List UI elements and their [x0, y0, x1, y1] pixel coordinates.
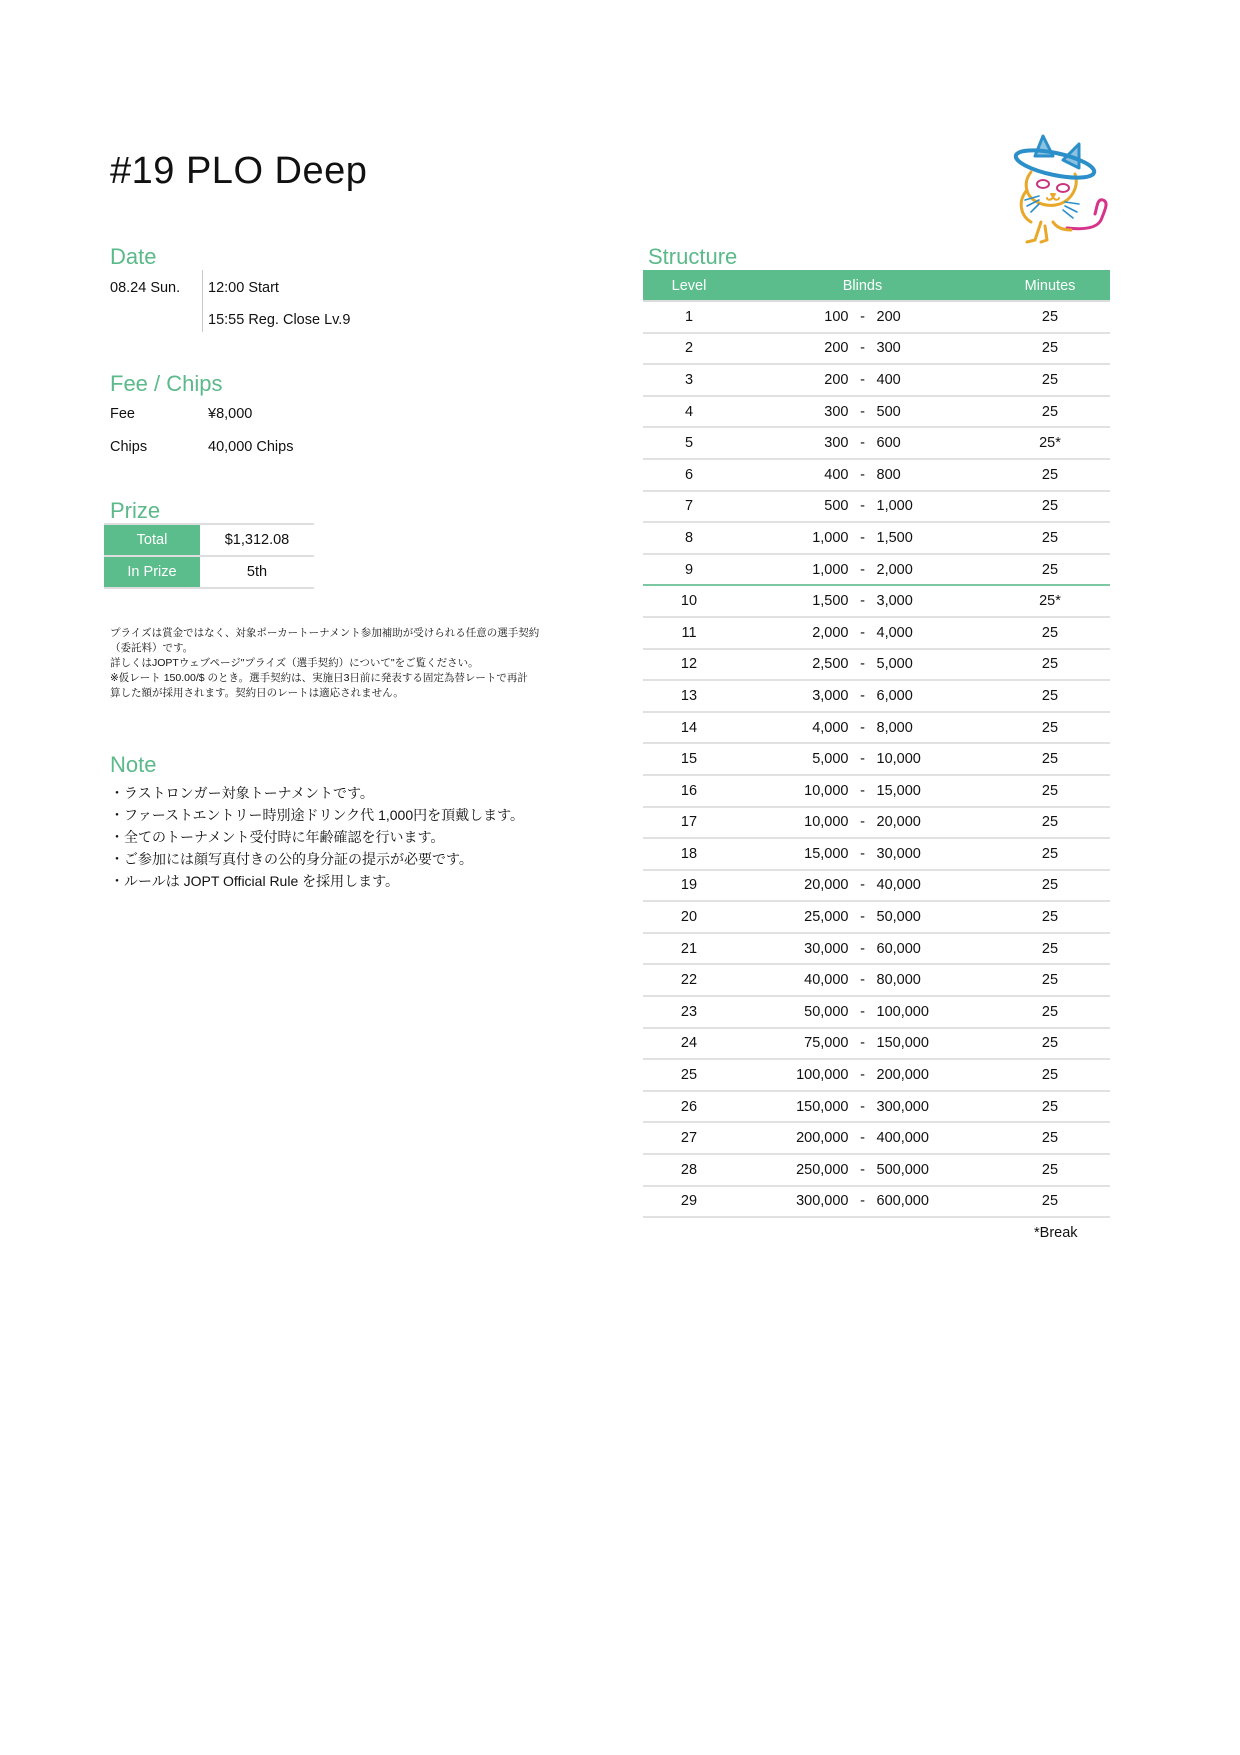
blinds-separator: -: [860, 1067, 865, 1084]
level-cell: 9: [643, 554, 735, 586]
big-blind: 5,000: [876, 656, 913, 673]
structure-row: [643, 1186, 1110, 1218]
minutes-cell: 25: [990, 301, 1110, 333]
blinds-cell: [735, 870, 990, 902]
blinds-separator: -: [860, 782, 865, 799]
note-item: ・ファーストエントリー時別途ドリンク代 1,000円を頂戴します。: [110, 807, 524, 823]
minutes-cell: 25: [990, 807, 1110, 839]
small-blind: 1,000: [812, 561, 849, 578]
blinds-cell: [735, 333, 990, 365]
break-note: *Break: [1034, 1225, 1078, 1241]
event-date: 08.24 Sun.: [110, 280, 181, 296]
blinds-cell: [735, 807, 990, 839]
prize-total-value: $1,312.08: [200, 524, 314, 556]
minutes-cell: 25: [990, 775, 1110, 807]
minutes-cell: 25: [990, 396, 1110, 428]
blinds-cell: [735, 1154, 990, 1186]
minutes-cell: 25: [990, 333, 1110, 365]
small-blind: 5,000: [812, 751, 849, 768]
prize-in-prize-label: In Prize: [104, 556, 200, 588]
column-header-level: Level: [643, 270, 735, 301]
prize-in-prize-value: 5th: [200, 556, 314, 588]
blinds-separator: -: [860, 498, 865, 515]
minutes-cell: 25*: [990, 585, 1110, 617]
structure-rows: [643, 301, 1110, 1217]
big-blind: 60,000: [876, 940, 921, 957]
small-blind: 4,000: [812, 719, 849, 736]
structure-header-row: [643, 270, 1110, 301]
note-heading: Note: [110, 752, 157, 777]
prize-table: [104, 523, 314, 589]
small-blind: 40,000: [804, 972, 849, 989]
blinds-separator: -: [860, 719, 865, 736]
big-blind: 150,000: [876, 1035, 929, 1052]
blinds-cell: [735, 1186, 990, 1218]
fee-label: Fee: [110, 406, 135, 422]
small-blind: 75,000: [804, 1035, 849, 1052]
minutes-cell: 25: [990, 712, 1110, 744]
structure-table: [643, 270, 1110, 1218]
structure-row: [643, 964, 1110, 996]
small-blind: 2,500: [812, 656, 849, 673]
level-cell: 13: [643, 680, 735, 712]
small-blind: 1,000: [812, 529, 849, 546]
small-blind: 100,000: [796, 1067, 849, 1084]
prize-heading: Prize: [110, 498, 161, 523]
disclaimer-line: ※仮レート 150.00/$ のとき。選手契約は、実施日3日前に発表する固定為替レートで再計: [110, 672, 528, 684]
minutes-cell: 25: [990, 1122, 1110, 1154]
structure-row: [643, 396, 1110, 428]
note-list: [110, 782, 524, 892]
big-blind: 300,000: [876, 1098, 929, 1115]
blinds-cell: [735, 743, 990, 775]
minutes-cell: 25: [990, 364, 1110, 396]
disclaimer-line: プライズは賞金ではなく、対象ポーカートーナメント参加補助が受けられる任意の選手契約: [110, 627, 540, 639]
small-blind: 150,000: [796, 1098, 849, 1115]
small-blind: 500: [824, 498, 849, 515]
blinds-cell: [735, 901, 990, 933]
blinds-separator: -: [860, 687, 865, 704]
blinds-cell: [735, 712, 990, 744]
blinds-separator: -: [860, 877, 865, 894]
level-cell: 2: [643, 333, 735, 365]
structure-row: [643, 554, 1110, 586]
structure-heading: Structure: [648, 244, 738, 269]
blinds-cell: [735, 996, 990, 1028]
big-blind: 300: [876, 340, 901, 357]
note-item: ・ご参加には顔写真付きの公的身分証の提示が必要です。: [110, 851, 473, 867]
level-cell: 8: [643, 522, 735, 554]
structure-row: [643, 1059, 1110, 1091]
blinds-cell: [735, 1028, 990, 1060]
minutes-cell: 25: [990, 554, 1110, 586]
minutes-cell: 25: [990, 901, 1110, 933]
big-blind: 30,000: [876, 845, 921, 862]
level-cell: 1: [643, 301, 735, 333]
minutes-cell: 25: [990, 1186, 1110, 1218]
level-cell: 5: [643, 427, 735, 459]
structure-row: [643, 1091, 1110, 1123]
level-cell: 28: [643, 1154, 735, 1186]
big-blind: 1,500: [876, 529, 913, 546]
prize-in-prize-row: [104, 556, 314, 588]
fee-value: ¥8,000: [208, 406, 253, 422]
structure-row: [643, 1122, 1110, 1154]
small-blind: 200: [824, 371, 849, 388]
blinds-separator: -: [860, 1003, 865, 1020]
structure-row: [643, 617, 1110, 649]
structure-row: [643, 901, 1110, 933]
blinds-cell: [735, 775, 990, 807]
blinds-cell: [735, 554, 990, 586]
small-blind: 200,000: [796, 1130, 849, 1147]
big-blind: 500,000: [876, 1161, 929, 1178]
big-blind: 400: [876, 371, 901, 388]
structure-row: [643, 333, 1110, 365]
structure-row: [643, 743, 1110, 775]
blinds-cell: [735, 964, 990, 996]
small-blind: 400: [824, 466, 849, 483]
big-blind: 100,000: [876, 1003, 929, 1020]
small-blind: 2,000: [812, 624, 849, 641]
level-cell: 14: [643, 712, 735, 744]
blinds-separator: -: [860, 1130, 865, 1147]
blinds-separator: -: [860, 1161, 865, 1178]
structure-row: [643, 522, 1110, 554]
small-blind: 10,000: [804, 782, 849, 799]
small-blind: 20,000: [804, 877, 849, 894]
prize-total-label: Total: [104, 524, 200, 556]
structure-row: [643, 427, 1110, 459]
column-header-minutes: Minutes: [990, 270, 1110, 301]
level-cell: 19: [643, 870, 735, 902]
prize-disclaimer: [110, 626, 590, 701]
blinds-separator: -: [860, 940, 865, 957]
blinds-separator: -: [860, 751, 865, 768]
minutes-cell: 25: [990, 838, 1110, 870]
structure-row: [643, 870, 1110, 902]
minutes-cell: 25: [990, 933, 1110, 965]
minutes-cell: 25*: [990, 427, 1110, 459]
blinds-cell: [735, 364, 990, 396]
blinds-separator: -: [860, 561, 865, 578]
level-cell: 18: [643, 838, 735, 870]
big-blind: 20,000: [876, 814, 921, 831]
small-blind: 50,000: [804, 1003, 849, 1020]
blinds-cell: [735, 617, 990, 649]
big-blind: 50,000: [876, 909, 921, 926]
structure-row: [643, 301, 1110, 333]
big-blind: 40,000: [876, 877, 921, 894]
small-blind: 300: [824, 403, 849, 420]
blinds-cell: [735, 680, 990, 712]
page-title: #19 PLO Deep: [110, 150, 368, 192]
big-blind: 200,000: [876, 1067, 929, 1084]
level-cell: 17: [643, 807, 735, 839]
level-cell: 12: [643, 649, 735, 681]
disclaimer-line: 詳しくはJOPTウェブページ"プライズ（選手契約）について"をご覧ください。: [110, 657, 479, 669]
minutes-cell: 25: [990, 1091, 1110, 1123]
level-cell: 16: [643, 775, 735, 807]
minutes-cell: 25: [990, 1059, 1110, 1091]
blinds-cell: [735, 649, 990, 681]
blinds-separator: -: [860, 909, 865, 926]
big-blind: 8,000: [876, 719, 913, 736]
blinds-separator: -: [860, 656, 865, 673]
small-blind: 200: [824, 340, 849, 357]
chips-label: Chips: [110, 439, 148, 455]
small-blind: 25,000: [804, 909, 849, 926]
note-item: ・ラストロンガー対象トーナメントです。: [110, 785, 374, 801]
level-cell: 6: [643, 459, 735, 491]
blinds-cell: [735, 1122, 990, 1154]
small-blind: 100: [824, 308, 849, 325]
minutes-cell: 25: [990, 870, 1110, 902]
note-item: ・ルールは JOPT Official Rule を採用します。: [110, 873, 400, 889]
blinds-separator: -: [860, 529, 865, 546]
minutes-cell: 25: [990, 1154, 1110, 1186]
big-blind: 6,000: [876, 687, 913, 704]
minutes-cell: 25: [990, 680, 1110, 712]
blinds-separator: -: [860, 1035, 865, 1052]
disclaimer-line: （委託料）です。: [110, 642, 194, 654]
small-blind: 250,000: [796, 1161, 849, 1178]
small-blind: 1,500: [812, 593, 849, 610]
minutes-cell: 25: [990, 459, 1110, 491]
minutes-cell: 25: [990, 617, 1110, 649]
blinds-separator: -: [860, 371, 865, 388]
minutes-cell: 25: [990, 996, 1110, 1028]
small-blind: 300,000: [796, 1193, 849, 1210]
fee-chips-heading: Fee / Chips: [110, 371, 223, 396]
minutes-cell: 25: [990, 1028, 1110, 1060]
structure-row: [643, 807, 1110, 839]
level-cell: 26: [643, 1091, 735, 1123]
big-blind: 600,000: [876, 1193, 929, 1210]
reg-close-time: 15:55 Reg. Close Lv.9: [208, 312, 351, 328]
big-blind: 2,000: [876, 561, 913, 578]
level-cell: 27: [643, 1122, 735, 1154]
structure-row: [643, 585, 1110, 617]
blinds-separator: -: [860, 1193, 865, 1210]
structure-row: [643, 491, 1110, 523]
column-header-blinds: Blinds: [735, 270, 990, 301]
note-item: ・全てのトーナメント受付時に年齢確認を行います。: [110, 829, 445, 845]
structure-row: [643, 1154, 1110, 1186]
big-blind: 10,000: [876, 751, 921, 768]
big-blind: 1,000: [876, 498, 913, 515]
level-cell: 4: [643, 396, 735, 428]
blinds-separator: -: [860, 1098, 865, 1115]
structure-row: [643, 933, 1110, 965]
chips-value: 40,000 Chips: [208, 439, 294, 455]
level-cell: 25: [643, 1059, 735, 1091]
structure-row: [643, 838, 1110, 870]
blinds-separator: -: [860, 593, 865, 610]
blinds-separator: -: [860, 972, 865, 989]
structure-row: [643, 649, 1110, 681]
big-blind: 600: [876, 435, 901, 452]
blinds-separator: -: [860, 466, 865, 483]
level-cell: 11: [643, 617, 735, 649]
big-blind: 4,000: [876, 624, 913, 641]
blinds-separator: -: [860, 435, 865, 452]
structure-row: [643, 364, 1110, 396]
blinds-separator: -: [860, 403, 865, 420]
big-blind: 500: [876, 403, 901, 420]
big-blind: 200: [876, 308, 901, 325]
structure-row: [643, 996, 1110, 1028]
minutes-cell: 25: [990, 964, 1110, 996]
blinds-cell: [735, 459, 990, 491]
level-cell: 20: [643, 901, 735, 933]
minutes-cell: 25: [990, 649, 1110, 681]
structure-row: [643, 680, 1110, 712]
big-blind: 800: [876, 466, 901, 483]
date-divider: [202, 270, 203, 332]
blinds-cell: [735, 427, 990, 459]
structure-row: [643, 712, 1110, 744]
minutes-cell: 25: [990, 522, 1110, 554]
level-cell: 15: [643, 743, 735, 775]
start-time: 12:00 Start: [208, 280, 279, 296]
big-blind: 80,000: [876, 972, 921, 989]
date-heading: Date: [110, 244, 157, 269]
blinds-separator: -: [860, 814, 865, 831]
blinds-cell: [735, 838, 990, 870]
level-cell: 7: [643, 491, 735, 523]
blinds-cell: [735, 522, 990, 554]
structure-row: [643, 775, 1110, 807]
level-cell: 10: [643, 585, 735, 617]
prize-total-row: [104, 524, 314, 556]
blinds-cell: [735, 1059, 990, 1091]
blinds-cell: [735, 491, 990, 523]
level-cell: 3: [643, 364, 735, 396]
big-blind: 15,000: [876, 782, 921, 799]
structure-row: [643, 459, 1110, 491]
small-blind: 10,000: [804, 814, 849, 831]
blinds-cell: [735, 1091, 990, 1123]
small-blind: 300: [824, 435, 849, 452]
blinds-cell: [735, 396, 990, 428]
blinds-cell: [735, 585, 990, 617]
minutes-cell: 25: [990, 491, 1110, 523]
disclaimer-line: 算した額が採用されます。契約日のレートは適応されません。: [110, 687, 404, 699]
level-cell: 24: [643, 1028, 735, 1060]
minutes-cell: 25: [990, 743, 1110, 775]
structure-row: [643, 1028, 1110, 1060]
blinds-separator: -: [860, 624, 865, 641]
cat-with-hat-logo-icon: [1005, 130, 1115, 250]
small-blind: 30,000: [804, 940, 849, 957]
level-cell: 23: [643, 996, 735, 1028]
small-blind: 15,000: [804, 845, 849, 862]
level-cell: 29: [643, 1186, 735, 1218]
level-cell: 21: [643, 933, 735, 965]
blinds-cell: [735, 933, 990, 965]
level-cell: 22: [643, 964, 735, 996]
blinds-separator: -: [860, 340, 865, 357]
big-blind: 400,000: [876, 1130, 929, 1147]
small-blind: 3,000: [812, 687, 849, 704]
blinds-cell: [735, 301, 990, 333]
big-blind: 3,000: [876, 593, 913, 610]
blinds-separator: -: [860, 845, 865, 862]
blinds-separator: -: [860, 308, 865, 325]
